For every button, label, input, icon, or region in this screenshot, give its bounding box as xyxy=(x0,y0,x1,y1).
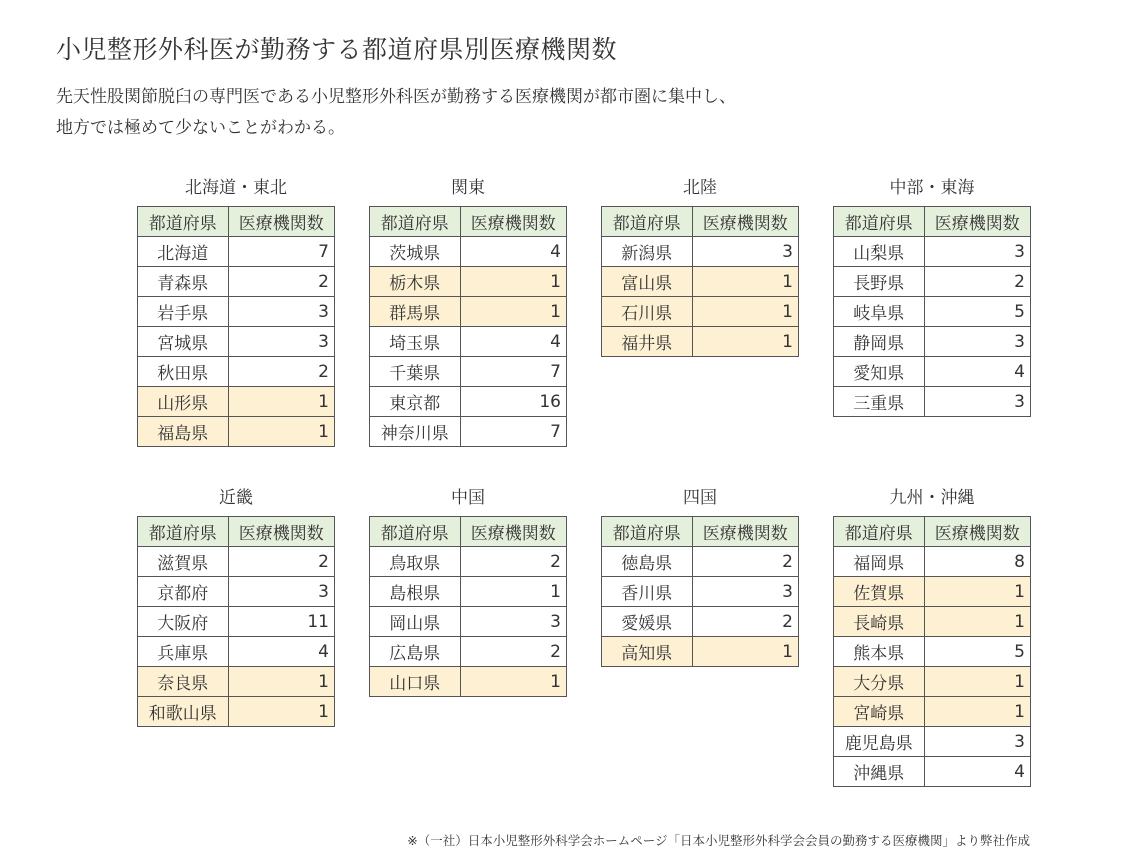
table-row xyxy=(834,547,1031,577)
region-title: 関東 xyxy=(451,178,485,198)
prefecture-cell: 栃木県 xyxy=(370,267,461,297)
column-header-count: 医療機関数 xyxy=(460,207,566,237)
table-row xyxy=(138,357,335,387)
column-header-prefecture: 都道府県 xyxy=(370,517,461,547)
prefecture-cell: 宮崎県 xyxy=(834,697,925,727)
table-row xyxy=(370,577,567,607)
count-cell: 1 xyxy=(228,417,334,447)
prefecture-cell: 長崎県 xyxy=(834,607,925,637)
count-cell: 1 xyxy=(228,387,334,417)
count-cell: 1 xyxy=(228,667,334,697)
table-row xyxy=(602,637,799,667)
region-block xyxy=(833,486,1031,787)
prefecture-cell: 岐阜県 xyxy=(834,297,925,327)
table-row xyxy=(370,357,567,387)
column-header-count: 医療機関数 xyxy=(924,207,1030,237)
table-row xyxy=(370,387,567,417)
table-row xyxy=(602,327,799,357)
description xyxy=(56,82,736,144)
prefecture-cell: 北海道 xyxy=(138,237,229,267)
region-block xyxy=(369,176,567,447)
column-header-prefecture: 都道府県 xyxy=(602,517,693,547)
table-row xyxy=(834,267,1031,297)
table-row xyxy=(138,667,335,697)
prefecture-cell: 青森県 xyxy=(138,267,229,297)
table-row xyxy=(138,387,335,417)
table-row xyxy=(602,267,799,297)
region-block xyxy=(369,486,567,697)
prefecture-cell: 佐賀県 xyxy=(834,577,925,607)
prefecture-cell: 香川県 xyxy=(602,577,693,607)
table-row xyxy=(138,417,335,447)
prefecture-cell: 神奈川県 xyxy=(370,417,461,447)
prefecture-cell: 和歌山県 xyxy=(138,697,229,727)
prefecture-cell: 岡山県 xyxy=(370,607,461,637)
prefecture-cell: 鹿児島県 xyxy=(834,727,925,757)
prefecture-cell: 山口県 xyxy=(370,667,461,697)
region-title: 中部・東海 xyxy=(889,178,975,198)
count-cell: 7 xyxy=(228,237,334,267)
region-title: 近畿 xyxy=(219,488,253,508)
table-header-row xyxy=(138,207,335,237)
region-title: 四国 xyxy=(683,488,717,508)
table-row xyxy=(370,237,567,267)
table-row xyxy=(138,607,335,637)
count-cell: 1 xyxy=(460,267,566,297)
count-cell: 3 xyxy=(228,297,334,327)
column-header-prefecture: 都道府県 xyxy=(834,207,925,237)
column-header-prefecture: 都道府県 xyxy=(370,207,461,237)
table-row xyxy=(834,757,1031,787)
prefecture-cell: 宮城県 xyxy=(138,327,229,357)
prefecture-cell: 新潟県 xyxy=(602,237,693,267)
count-cell: 1 xyxy=(460,577,566,607)
count-cell: 1 xyxy=(924,577,1030,607)
prefecture-cell: 千葉県 xyxy=(370,357,461,387)
table-row xyxy=(834,637,1031,667)
table-row xyxy=(834,727,1031,757)
count-cell: 1 xyxy=(924,667,1030,697)
prefecture-cell: 岩手県 xyxy=(138,297,229,327)
region-block xyxy=(137,486,335,727)
count-cell: 3 xyxy=(924,727,1030,757)
count-cell: 5 xyxy=(924,297,1030,327)
table-row xyxy=(834,357,1031,387)
column-header-count: 医療機関数 xyxy=(228,517,334,547)
prefecture-cell: 奈良県 xyxy=(138,667,229,697)
count-cell: 3 xyxy=(460,607,566,637)
count-cell: 1 xyxy=(460,297,566,327)
column-header-count: 医療機関数 xyxy=(924,517,1030,547)
region-table xyxy=(601,516,799,667)
column-header-prefecture: 都道府県 xyxy=(138,517,229,547)
table-row xyxy=(602,607,799,637)
count-cell: 2 xyxy=(228,357,334,387)
count-cell: 1 xyxy=(692,297,798,327)
count-cell: 1 xyxy=(692,327,798,357)
prefecture-cell: 島根県 xyxy=(370,577,461,607)
count-cell: 1 xyxy=(460,667,566,697)
table-row xyxy=(834,577,1031,607)
prefecture-cell: 愛知県 xyxy=(834,357,925,387)
count-cell: 2 xyxy=(460,547,566,577)
table-row xyxy=(138,637,335,667)
count-cell: 8 xyxy=(924,547,1030,577)
prefecture-cell: 石川県 xyxy=(602,297,693,327)
count-cell: 3 xyxy=(924,327,1030,357)
column-header-count: 医療機関数 xyxy=(228,207,334,237)
column-header-prefecture: 都道府県 xyxy=(138,207,229,237)
region-block xyxy=(137,176,335,447)
prefecture-cell: 三重県 xyxy=(834,387,925,417)
count-cell: 3 xyxy=(692,577,798,607)
table-row xyxy=(370,267,567,297)
prefecture-cell: 東京都 xyxy=(370,387,461,417)
prefecture-cell: 静岡県 xyxy=(834,327,925,357)
table-row xyxy=(138,267,335,297)
prefecture-cell: 福島県 xyxy=(138,417,229,447)
prefecture-cell: 大阪府 xyxy=(138,607,229,637)
prefecture-cell: 大分県 xyxy=(834,667,925,697)
count-cell: 3 xyxy=(924,237,1030,267)
prefecture-cell: 富山県 xyxy=(602,267,693,297)
region-table xyxy=(833,206,1031,417)
prefecture-cell: 茨城県 xyxy=(370,237,461,267)
prefecture-cell: 高知県 xyxy=(602,637,693,667)
prefecture-cell: 福岡県 xyxy=(834,547,925,577)
column-header-prefecture: 都道府県 xyxy=(602,207,693,237)
table-row xyxy=(370,607,567,637)
prefecture-cell: 滋賀県 xyxy=(138,547,229,577)
table-row xyxy=(370,297,567,327)
count-cell: 3 xyxy=(228,327,334,357)
table-header-row xyxy=(370,207,567,237)
table-row xyxy=(138,327,335,357)
count-cell: 4 xyxy=(924,757,1030,787)
count-cell: 2 xyxy=(460,637,566,667)
description-line-2: 地方では極めて少ないことがわかる。 xyxy=(56,118,345,138)
region-title: 北海道・東北 xyxy=(185,178,287,198)
count-cell: 3 xyxy=(692,237,798,267)
table-row xyxy=(834,327,1031,357)
table-row xyxy=(602,547,799,577)
description-line-1: 先天性股関節脱臼の専門医である小児整形外科医が勤務する医療機関が都市圏に集中し、 xyxy=(56,87,736,107)
prefecture-cell: 鳥取県 xyxy=(370,547,461,577)
table-row xyxy=(138,577,335,607)
count-cell: 3 xyxy=(228,577,334,607)
region-table xyxy=(369,206,567,447)
count-cell: 2 xyxy=(924,267,1030,297)
table-row xyxy=(834,297,1031,327)
table-row xyxy=(370,637,567,667)
prefecture-cell: 山梨県 xyxy=(834,237,925,267)
count-cell: 1 xyxy=(924,607,1030,637)
table-row xyxy=(138,547,335,577)
region-table xyxy=(601,206,799,357)
count-cell: 3 xyxy=(924,387,1030,417)
column-header-prefecture: 都道府県 xyxy=(834,517,925,547)
count-cell: 2 xyxy=(228,267,334,297)
table-header-row xyxy=(602,517,799,547)
table-row xyxy=(602,297,799,327)
region-table xyxy=(137,516,335,727)
count-cell: 1 xyxy=(692,267,798,297)
count-cell: 5 xyxy=(924,637,1030,667)
table-row xyxy=(370,547,567,577)
region-table xyxy=(137,206,335,447)
region-block xyxy=(833,176,1031,417)
table-header-row xyxy=(834,207,1031,237)
count-cell: 4 xyxy=(460,327,566,357)
table-row xyxy=(834,697,1031,727)
prefecture-cell: 埼玉県 xyxy=(370,327,461,357)
region-table xyxy=(369,516,567,697)
column-header-count: 医療機関数 xyxy=(460,517,566,547)
prefecture-cell: 沖縄県 xyxy=(834,757,925,787)
count-cell: 4 xyxy=(460,237,566,267)
region-table xyxy=(833,516,1031,787)
count-cell: 1 xyxy=(228,697,334,727)
table-row xyxy=(370,667,567,697)
count-cell: 2 xyxy=(692,547,798,577)
table-header-row xyxy=(834,517,1031,547)
count-cell: 1 xyxy=(692,637,798,667)
region-title: 中国 xyxy=(451,488,485,508)
prefecture-cell: 山形県 xyxy=(138,387,229,417)
table-row xyxy=(834,607,1031,637)
prefecture-cell: 福井県 xyxy=(602,327,693,357)
count-cell: 7 xyxy=(460,357,566,387)
count-cell: 11 xyxy=(228,607,334,637)
table-header-row xyxy=(138,517,335,547)
table-header-row xyxy=(370,517,567,547)
prefecture-cell: 秋田県 xyxy=(138,357,229,387)
count-cell: 16 xyxy=(460,387,566,417)
table-row xyxy=(602,577,799,607)
source-footnote: ※（一社）日本小児整形外科学会ホームページ「日本小児整形外科学会会員の勤務する医療機関」より弊社作成 xyxy=(407,833,1030,848)
table-row xyxy=(834,667,1031,697)
count-cell: 7 xyxy=(460,417,566,447)
prefecture-cell: 熊本県 xyxy=(834,637,925,667)
region-block xyxy=(601,486,799,667)
table-row xyxy=(834,237,1031,267)
table-row xyxy=(138,297,335,327)
count-cell: 4 xyxy=(924,357,1030,387)
count-cell: 2 xyxy=(228,547,334,577)
prefecture-cell: 愛媛県 xyxy=(602,607,693,637)
prefecture-cell: 兵庫県 xyxy=(138,637,229,667)
prefecture-cell: 京都府 xyxy=(138,577,229,607)
region-block xyxy=(601,176,799,357)
table-row xyxy=(138,237,335,267)
table-row xyxy=(138,697,335,727)
column-header-count: 医療機関数 xyxy=(692,517,798,547)
table-header-row xyxy=(602,207,799,237)
prefecture-cell: 群馬県 xyxy=(370,297,461,327)
table-row xyxy=(370,417,567,447)
prefecture-cell: 徳島県 xyxy=(602,547,693,577)
count-cell: 1 xyxy=(924,697,1030,727)
table-row xyxy=(370,327,567,357)
page-title: 小児整形外科医が勤務する都道府県別医療機関数 xyxy=(56,35,618,64)
region-title: 北陸 xyxy=(683,178,717,198)
count-cell: 2 xyxy=(692,607,798,637)
count-cell: 4 xyxy=(228,637,334,667)
column-header-count: 医療機関数 xyxy=(692,207,798,237)
prefecture-cell: 長野県 xyxy=(834,267,925,297)
table-row xyxy=(602,237,799,267)
prefecture-cell: 広島県 xyxy=(370,637,461,667)
table-row xyxy=(834,387,1031,417)
region-title: 九州・沖縄 xyxy=(889,488,975,508)
